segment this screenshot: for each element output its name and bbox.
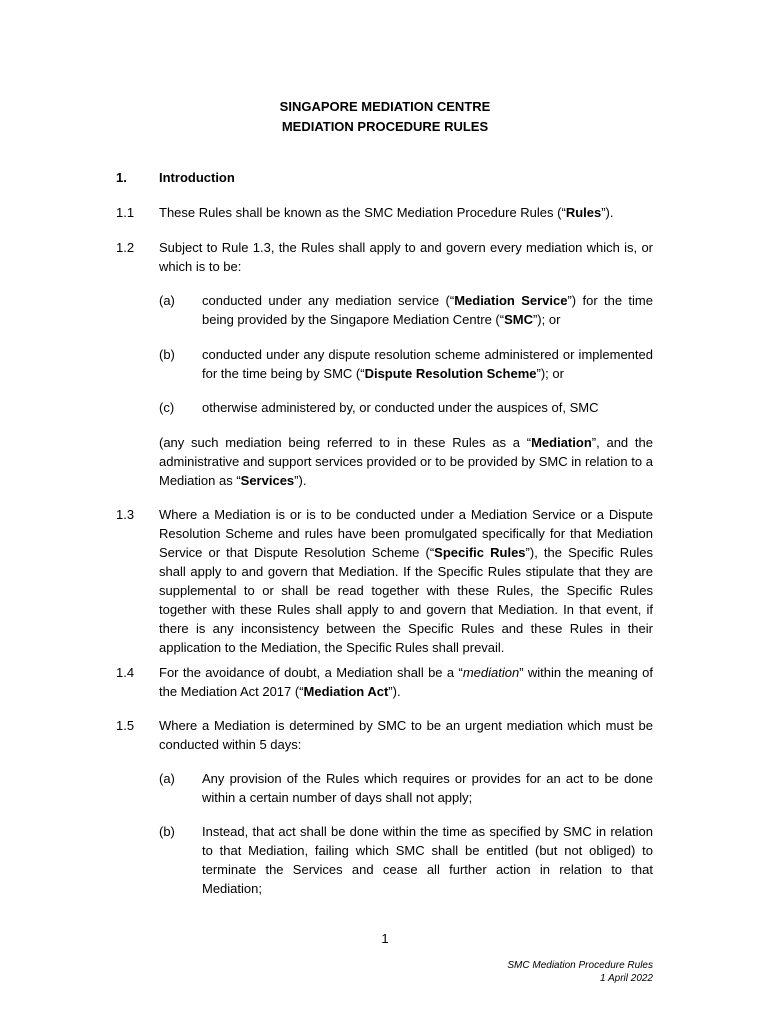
rule-number-1-1: 1.1 xyxy=(116,205,135,220)
rule-text-1-1: These Rules shall be known as the SMC Mediation Procedure Rules (“Rules”). xyxy=(159,205,614,220)
rule-number-1-2: 1.2 xyxy=(116,240,135,255)
rule-text-1-5: Where a Mediation is determined by SMC to be an urgent mediation which must be conducted within 5 days: xyxy=(159,718,653,752)
footer-date: 1 April 2022 xyxy=(600,973,653,984)
rule-text-1-2-tail: (any such mediation being referred to in these Rules as a “Mediation”, and the administrative and support services provided or to be provided by SMC in relation to a Mediation as “Services”). xyxy=(159,435,653,488)
rule-number-1-5: 1.5 xyxy=(116,718,135,733)
subclause-text-1-5-b: Instead, that act shall be done within the time as specified by SMC in relation to that Mediation, failing which SMC shall be entitled (but not obliged) to terminate the Services and cease all further action in relation to that Mediation; xyxy=(202,824,653,896)
subclause-label-1-2-c: (c) xyxy=(159,400,175,415)
section-number: 1. xyxy=(116,170,127,185)
rule-text-1-2: Subject to Rule 1.3, the Rules shall apply to and govern every mediation which is, or which is to be: xyxy=(159,240,653,274)
rule-text-1-3: Where a Mediation is or is to be conducted under a Mediation Service or a Dispute Resolution Scheme and rules have been promulgated specifically for that Mediation Service or that Dispute Resolution Scheme (“Specific Rules”), the Specific Rules shall apply to and govern that Mediation. If the Specific Rules stipulate that they are supplemental to or shall be read together with these Rules, the Specific Rules together with these Rules shall apply to and govern that Mediation. In that event, if there is any inconsistency between the Specific Rules and these Rules in their application to the Mediation, the Specific Rules shall prevail. xyxy=(159,507,653,655)
rule-text-1-4: For the avoidance of doubt, a Mediation shall be a “mediation” within the meaning of the Mediation Act 2017 (“Mediation Act”). xyxy=(159,665,654,699)
document-title-org: SINGAPORE MEDIATION CENTRE xyxy=(279,99,491,114)
subclause-text-1-2-c: otherwise administered by, or conducted under the auspices of, SMC xyxy=(202,400,599,415)
rule-number-1-3: 1.3 xyxy=(116,507,135,522)
subclause-text-1-2-a: conducted under any mediation service (“Mediation Service”) for the time being provided by the Singapore Mediation Centre (“SMC”); or xyxy=(202,293,653,327)
document-title-rules: MEDIATION PROCEDURE RULES xyxy=(281,119,489,134)
subclause-label-1-5-b: (b) xyxy=(159,824,175,839)
section-heading: Introduction xyxy=(159,170,235,185)
footer-document-name: SMC Mediation Procedure Rules xyxy=(507,960,653,971)
subclause-label-1-5-a: (a) xyxy=(159,771,175,786)
subclause-label-1-2-a: (a) xyxy=(159,293,175,308)
rule-number-1-4: 1.4 xyxy=(116,665,135,680)
page-number: 1 xyxy=(381,931,389,946)
subclause-text-1-2-b: conducted under any dispute resolution scheme administered or implemented for the time being by SMC (“Dispute Resolution Scheme”); or xyxy=(202,347,653,381)
subclause-text-1-5-a: Any provision of the Rules which requires or provides for an act to be done within a certain number of days shall not apply; xyxy=(202,771,653,805)
subclause-label-1-2-b: (b) xyxy=(159,347,175,362)
